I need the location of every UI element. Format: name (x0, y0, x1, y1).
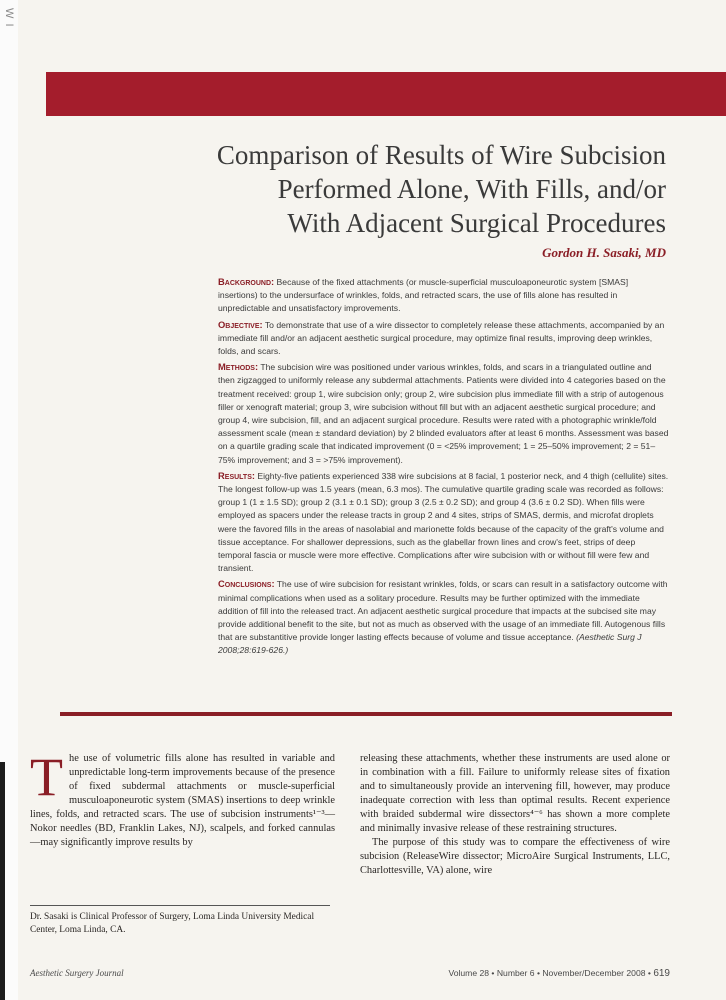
objective-label: Objective: (218, 318, 263, 330)
page-number: 619 (653, 968, 670, 979)
title-line-2: Performed Alone, With Fills, and/or (277, 174, 666, 204)
binding-strip (0, 762, 5, 1000)
conclusions-text: The use of wire subcision for resistant wrinkles, folds, or scars can result in a satisfactory outcome with minimal complications when used as a solitary procedure. Results may be further optimized with the immediate addition of fill into the released tract. An adjacent aesthetic surgical procedure that impacts at the subcised site may provide additional benefit to the site, but not as much as observed with the usage of an immediate fill. Autogenous fills that are substantitive provide longer lasting effects because of volume and tissue acceptance. (218, 579, 668, 643)
methods-text: The subcision wire was positioned under various wrinkles, folds, and scars in a triangulated outline and then zigzagged to uniformly release any subdermal attachments. Patients were divided into 4 categories based on the treatment received: group 1, wire subcision only; group 2, wire subcision plus immediate fill with a strip of autogenous filler or xenograft material; group 3, wire subcision without fill but with an adjacent aesthetic surgical procedure; and group 4, wire subcision, fill, and an adjacent surgical procedure. Results were rated with a photographic wrinkle/fold assessment scale (mean ± standard deviation) by 2 blinded evaluators after at least 6 months. Assessment was based on a quartile grading scale that indicated improvement (0 = <25% improvement; 1 = 25–50% improvement; 2 = 51–75% improvement; and 3 = >75% improvement). (218, 362, 669, 465)
issue-text: Volume 28 • Number 6 • November/December 2008 • (448, 968, 654, 978)
abstract-results (218, 469, 670, 576)
abstract-objective (218, 318, 670, 359)
background-label: Background: (218, 276, 275, 287)
header-banner (46, 72, 726, 116)
drop-cap: T (30, 747, 63, 807)
abstract-citation: (Aesthetic Surg J 2008;28:619-626.) (218, 632, 642, 656)
intro-paragraph (30, 747, 335, 850)
title-line-3: With Adjacent Surgical Procedures (287, 208, 666, 238)
abstract (218, 275, 670, 660)
edge-mark: W I (3, 8, 15, 28)
body-column-left (30, 747, 335, 850)
background-text: Because of the fixed attachments (or muscle-superficial musculoaponeurotic system [SMAS] insertions) to the undersurface of wrinkles, folds, and retracted scars, the use of fills alone has resulted in unpredictable and unsatisfactory improvements. (218, 277, 629, 314)
abstract-background (218, 275, 670, 316)
footnote-divider (30, 905, 330, 906)
abstract-conclusions (218, 577, 670, 657)
intro-text: he use of volumetric fills alone has resulted in variable and unpredictable long-term improvements because of the presence of fixed subdermal attachments or muscle-superficial musculoaponeurotic system (SMAS) insertions to deep wrinkle lines, folds, and retracted scars. The use of subcision instruments¹⁻³—Nokor needles (BD, Franklin Lakes, NJ), scalpels, and forked cannulas—may significantly improve results by (30, 753, 335, 848)
objective-text: To demonstrate that use of a wire dissector to completely release these attachments, accompanied by an immediate fill and/or an adjacent aesthetic surgical procedure, may optimize final results, improving deep wrinkles, folds, and scars. (218, 319, 665, 357)
title-line-1: Comparison of Results of Wire Subcision (216, 140, 666, 170)
abstract-methods (218, 360, 670, 467)
conclusions-label: Conclusions: (218, 578, 275, 590)
issue-info (440, 968, 670, 979)
methods-label: Methods: (218, 361, 259, 373)
author-affiliation-footnote: Dr. Sasaki is Clinical Professor of Surgery, Loma Linda University Medical Center, Loma Linda, CA. (30, 912, 315, 935)
article-title (100, 138, 666, 240)
journal-name: Aesthetic Surgery Journal (30, 968, 124, 978)
section-divider (60, 712, 672, 716)
results-label: Results: (218, 469, 255, 481)
body-paragraph-1: releasing these attachments, whether these instruments are used alone or in combination with a fill. Failure to uniformly release sites of fixation and to simultaneously provide an intervening fill, however, may produce inadequate correction with less than optimal results. Recent experience with braided subdermal wire dissectors⁴⁻⁶ has shown a more complete and minimally invasive release of these restraining structures. (360, 753, 670, 834)
body-paragraph-2: The purpose of this study was to compare the effectiveness of wire subcision (ReleaseWire dissector; MicroAire Surgical Instruments, LLC, Charlottesville, VA) alone, wire (360, 837, 670, 876)
author-byline: Gordon H. Sasaki, MD (542, 245, 666, 260)
body-column-right (360, 752, 670, 878)
results-text: Eighty-five patients experienced 338 wire subcisions at 8 facial, 1 posterior neck, and 4 thigh (cellulite) sites. The longest follow-up was 1.5 years (mean, 6.3 mos). The cumulative quartile grading scale was recorded as follows: group 1 (1 ± 1.5 SD); group 2 (3.1 ± 0.1 SD); group 3 (2.5 ± 0.2 SD); and group 4 (3.6 ± 0.2 SD). When fills were employed as spacers under the release tracts in group 2 and 4 sites, strips of SMAS, dermis, and microfat droplets were the favored fills in the areas of nasolabial and marionette folds because of the capacity of the graft's volume and tissue acceptance. For shallower depressions, such as the glabellar frown lines and crow's feet, strips of deep temporal fascia or muscle were more effective. Complications after wire subcision with or without fill were few and transient. (218, 470, 669, 574)
